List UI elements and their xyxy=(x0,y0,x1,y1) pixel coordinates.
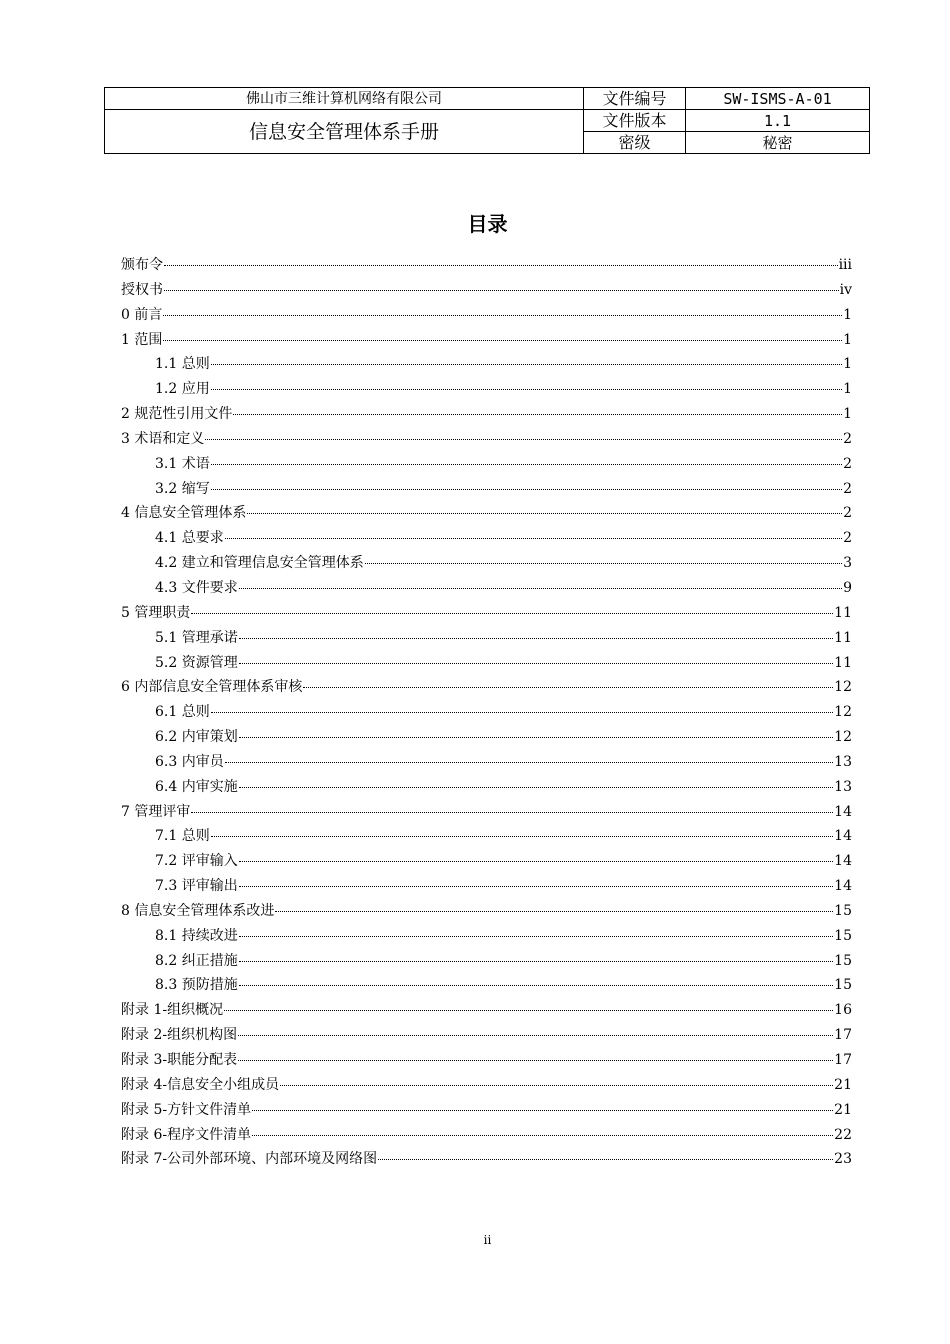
toc-entry-text: 5.1 管理承诺 xyxy=(155,629,238,646)
toc-dot-leader xyxy=(163,301,842,316)
toc-entry-page: 1 xyxy=(843,406,852,423)
toc-title: 目录 xyxy=(467,212,508,236)
toc-entry[interactable] xyxy=(121,849,852,874)
toc-entry[interactable] xyxy=(121,551,852,576)
toc-entry-page: 15 xyxy=(834,927,852,944)
toc-dot-leader xyxy=(225,748,833,763)
toc-entry[interactable] xyxy=(121,427,852,452)
toc-entry[interactable] xyxy=(121,452,852,477)
toc-dot-leader xyxy=(225,524,842,539)
toc-dot-leader xyxy=(238,1046,833,1061)
doc-version-label: 文件版本 xyxy=(584,110,686,132)
toc-entry-page: 13 xyxy=(834,753,852,770)
toc-entry-text: 7.1 总则 xyxy=(155,828,210,845)
toc-entry[interactable] xyxy=(121,501,852,526)
toc-entry-page: 15 xyxy=(834,952,852,969)
toc-entry-text: 8 信息安全管理体系改进 xyxy=(121,902,275,919)
toc-entry-text: 8.3 预防措施 xyxy=(155,977,238,994)
toc-entry-text: 7 管理评审 xyxy=(121,803,191,820)
toc-entry-text: 0 前言 xyxy=(121,306,163,323)
toc-entry[interactable] xyxy=(121,775,852,800)
toc-entry-text: 6.2 内审策划 xyxy=(155,729,238,746)
toc-entry-page: 3 xyxy=(843,555,852,572)
toc-entry-page: 11 xyxy=(834,629,852,646)
toc-entry-text: 7.3 评审输出 xyxy=(155,878,238,895)
toc-dot-leader xyxy=(191,798,833,813)
toc-entry-page: 2 xyxy=(843,455,852,472)
toc-entry[interactable] xyxy=(121,824,852,849)
toc-entry-page: 14 xyxy=(834,803,852,820)
toc-dot-leader xyxy=(365,549,842,564)
toc-entry-page: 11 xyxy=(834,604,852,621)
toc-entry-text: 1.1 总则 xyxy=(155,356,210,373)
classification-label: 密级 xyxy=(584,132,686,154)
toc-entry[interactable] xyxy=(121,328,852,353)
toc-dot-leader xyxy=(211,450,842,465)
toc-entry-page: 15 xyxy=(834,977,852,994)
toc-dot-leader xyxy=(252,1096,833,1111)
toc-entry[interactable] xyxy=(121,278,852,303)
toc-entry-text: 4.3 文件要求 xyxy=(155,579,238,596)
toc-entry-page: 2 xyxy=(843,530,852,547)
toc-dot-leader xyxy=(163,326,842,341)
toc-entry[interactable] xyxy=(121,874,852,899)
toc-entry-page: 22 xyxy=(834,1126,852,1143)
toc-entry[interactable] xyxy=(121,1098,852,1123)
toc-entry[interactable] xyxy=(121,700,852,725)
toc-entry[interactable] xyxy=(121,576,852,601)
toc-entry-text: 附录 1-组织概况 xyxy=(121,1002,224,1019)
toc-entry-page: 2 xyxy=(843,430,852,447)
toc-entry[interactable] xyxy=(121,1123,852,1148)
toc-entry-page: 1 xyxy=(843,356,852,373)
toc-dot-leader xyxy=(247,499,842,514)
toc-entry-text: 颁布令 xyxy=(121,257,163,273)
toc-entry-page: 1 xyxy=(843,381,852,398)
toc-entry-page: 16 xyxy=(834,1002,852,1019)
toc-dot-leader xyxy=(211,822,833,837)
toc-dot-leader xyxy=(233,400,842,415)
doc-number-label: 文件编号 xyxy=(584,88,686,110)
toc-entry-text: 6.1 总则 xyxy=(155,704,210,721)
toc-entry-text: 3.2 缩写 xyxy=(155,480,210,497)
toc-dot-leader xyxy=(239,624,833,639)
toc-dot-leader xyxy=(211,375,842,390)
toc-entry-page: 17 xyxy=(834,1027,852,1044)
toc-entry-text: 附录 6-程序文件清单 xyxy=(121,1126,252,1143)
toc-entry-text: 8.2 纠正措施 xyxy=(155,952,238,969)
toc-entry-page: 17 xyxy=(834,1052,852,1068)
toc-entry[interactable] xyxy=(121,352,852,377)
toc-dot-leader xyxy=(239,649,833,664)
doc-version-value: 1.1 xyxy=(686,110,870,132)
toc-entry-text: 4.2 建立和管理信息安全管理体系 xyxy=(155,555,364,572)
toc-dot-leader xyxy=(238,1021,833,1036)
toc-entry-text: 1.2 应用 xyxy=(155,381,210,398)
toc-dot-leader xyxy=(164,276,839,291)
toc-entry-text: 附录 7-公司外部环境、内部环境及网络图 xyxy=(121,1151,378,1168)
toc-entry-page: 12 xyxy=(834,704,852,721)
toc-entry[interactable] xyxy=(121,651,852,676)
toc-entry-page: 14 xyxy=(834,878,852,895)
toc-entry-page: 15 xyxy=(834,902,852,919)
toc-entry-page: 11 xyxy=(834,654,852,671)
table-of-contents xyxy=(121,253,852,1172)
toc-dot-leader xyxy=(378,1145,833,1160)
toc-entry-page: 21 xyxy=(834,1101,852,1118)
toc-entry-page: 2 xyxy=(843,480,852,497)
toc-entry[interactable] xyxy=(121,750,852,775)
toc-dot-leader xyxy=(211,475,842,490)
toc-entry[interactable] xyxy=(121,973,852,998)
toc-dot-leader xyxy=(239,971,833,986)
toc-entry-page: iv xyxy=(839,281,852,298)
toc-entry[interactable] xyxy=(121,601,852,626)
toc-entry-text: 附录 5-方针文件清单 xyxy=(121,1101,252,1118)
toc-entry-page: 1 xyxy=(843,331,852,348)
doc-title: 信息安全管理体系手册 xyxy=(105,110,584,154)
classification-value: 秘密 xyxy=(686,132,870,154)
toc-dot-leader xyxy=(239,847,833,862)
toc-entry-text: 8.1 持续改进 xyxy=(155,927,238,944)
toc-entry-text: 附录 2-组织机构图 xyxy=(121,1027,238,1044)
toc-dot-leader xyxy=(239,773,833,788)
toc-entry-page: 14 xyxy=(834,853,852,870)
toc-entry-page: iii xyxy=(838,257,852,273)
toc-dot-leader xyxy=(252,1121,833,1136)
toc-entry-page: 2 xyxy=(843,505,852,522)
toc-entry-page: 1 xyxy=(843,306,852,323)
toc-dot-leader xyxy=(205,425,842,440)
toc-dot-leader xyxy=(191,599,833,614)
toc-entry-page: 12 xyxy=(834,679,852,696)
toc-dot-leader xyxy=(239,872,833,887)
toc-entry-page: 14 xyxy=(834,828,852,845)
toc-entry[interactable] xyxy=(121,1073,852,1098)
toc-entry-page: 12 xyxy=(834,729,852,746)
toc-dot-leader xyxy=(211,698,833,713)
toc-entry-text: 2 规范性引用文件 xyxy=(121,406,233,423)
toc-entry-page: 23 xyxy=(834,1151,852,1168)
toc-entry[interactable] xyxy=(121,725,852,750)
toc-entry[interactable] xyxy=(121,998,852,1023)
toc-entry[interactable] xyxy=(121,626,852,651)
toc-entry[interactable] xyxy=(121,1048,852,1073)
company-name: 佛山市三维计算机网络有限公司 xyxy=(105,88,584,110)
toc-entry-text: 5 管理职责 xyxy=(121,604,191,621)
toc-dot-leader xyxy=(211,350,842,365)
toc-entry-text: 3 术语和定义 xyxy=(121,430,205,447)
toc-entry-text: 7.2 评审输入 xyxy=(155,853,238,870)
toc-entry[interactable] xyxy=(121,377,852,402)
toc-entry-page: 13 xyxy=(834,778,852,795)
toc-dot-leader xyxy=(303,673,833,688)
toc-entry-text: 1 范围 xyxy=(121,331,163,348)
toc-entry[interactable] xyxy=(121,949,852,974)
toc-entry[interactable] xyxy=(121,1147,852,1172)
page-number: ii xyxy=(483,1233,492,1247)
toc-dot-leader xyxy=(224,996,833,1011)
doc-number-value: SW-ISMS-A-01 xyxy=(686,88,870,110)
document-header-table xyxy=(104,87,870,154)
toc-entry-text: 5.2 资源管理 xyxy=(155,654,238,671)
toc-dot-leader xyxy=(280,1071,833,1086)
toc-dot-leader xyxy=(239,947,833,962)
toc-entry[interactable] xyxy=(121,303,852,328)
toc-dot-leader xyxy=(239,723,833,738)
toc-entry[interactable] xyxy=(121,253,852,278)
toc-entry-text: 6 内部信息安全管理体系审核 xyxy=(121,679,303,696)
toc-entry[interactable] xyxy=(121,1023,852,1048)
toc-entry[interactable] xyxy=(121,402,852,427)
toc-entry[interactable] xyxy=(121,675,852,700)
toc-entry-page: 9 xyxy=(843,579,852,596)
toc-entry-text: 6.3 内审员 xyxy=(155,753,224,770)
toc-entry-page: 21 xyxy=(834,1076,852,1093)
toc-dot-leader xyxy=(239,574,842,589)
toc-entry-text: 附录 4-信息安全小组成员 xyxy=(121,1076,280,1093)
toc-entry[interactable] xyxy=(121,477,852,502)
toc-entry[interactable] xyxy=(121,899,852,924)
toc-entry-text: 4.1 总要求 xyxy=(155,530,224,547)
toc-entry-text: 4 信息安全管理体系 xyxy=(121,505,247,522)
toc-entry-text: 3.1 术语 xyxy=(155,455,210,472)
toc-entry[interactable] xyxy=(121,800,852,825)
toc-dot-leader xyxy=(275,897,833,912)
toc-entry[interactable] xyxy=(121,924,852,949)
toc-entry-text: 授权书 xyxy=(121,281,163,298)
toc-entry-text: 附录 3-职能分配表 xyxy=(121,1052,238,1068)
toc-entry-text: 6.4 内审实施 xyxy=(155,778,238,795)
toc-entry[interactable] xyxy=(121,526,852,551)
toc-dot-leader xyxy=(239,922,833,937)
toc-dot-leader xyxy=(164,251,838,266)
